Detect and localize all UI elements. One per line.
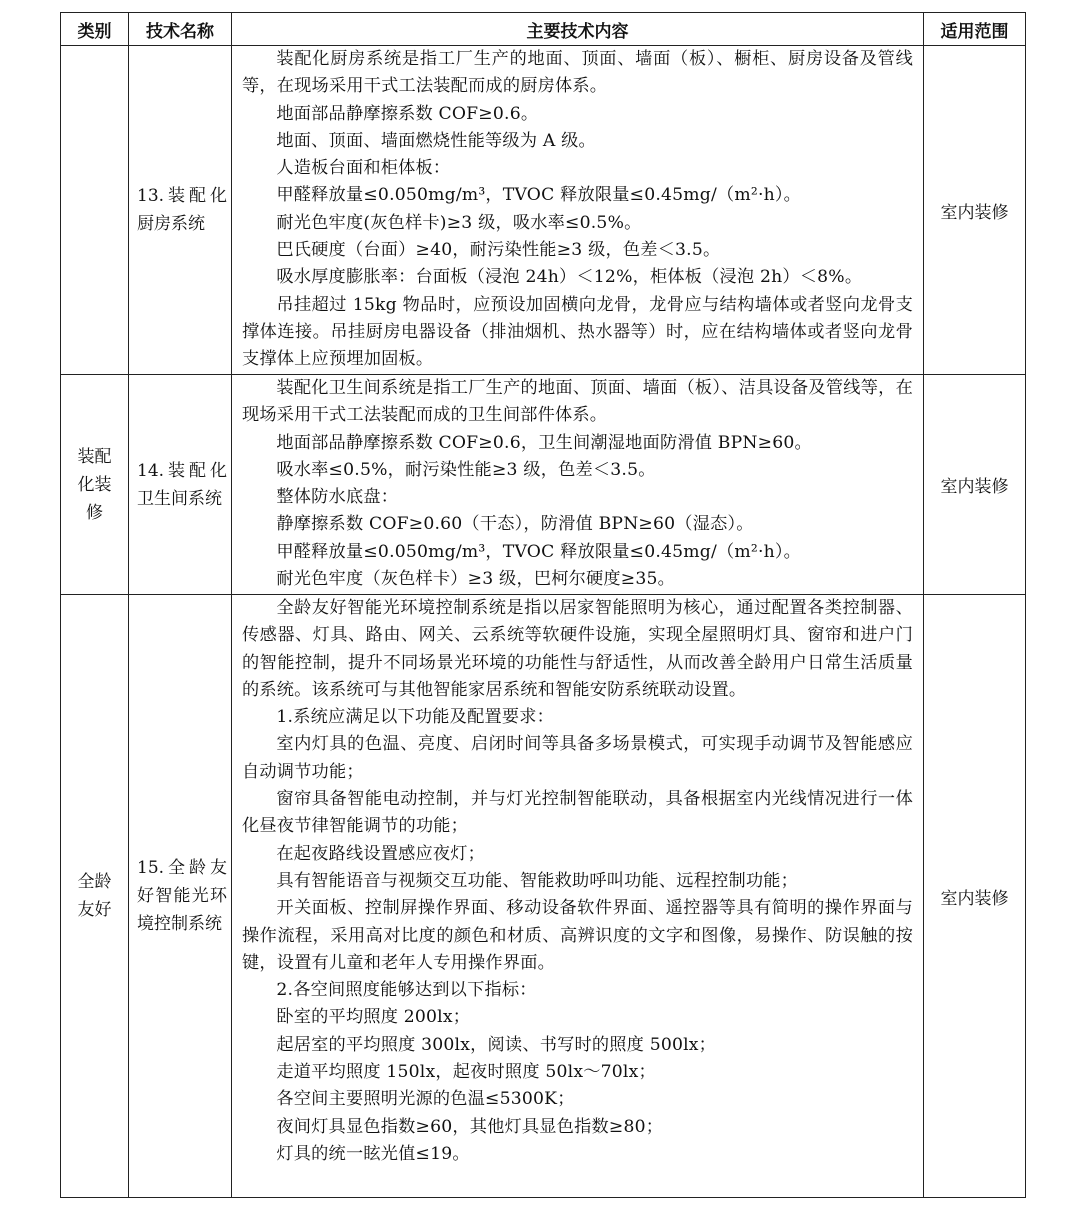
- tech-name-cell: 13.装配化厨房系统: [129, 46, 232, 375]
- content-paragraph: 甲醛释放量≤0.050mg/m³，TVOC 释放限量≤0.45mg/（m²·h）。: [276, 541, 802, 562]
- content-paragraph: 地面部品静摩擦系数 COF≥0.6。: [276, 103, 539, 124]
- content-paragraph: 巴氏硬度（台面）≥40，耐污染性能≥3 级，色差＜3.5。: [276, 240, 721, 261]
- content-paragraph: 装配化厨房系统是指工厂生产的地面、顶面、墙面（板）、橱柜、厨房设备及管线等，在现场采用干式工法装配而成的厨房体系。: [242, 49, 913, 97]
- table-row: [61, 375, 1026, 595]
- content-paragraph: 室内灯具的色温、亮度、启闭时间等具备多场景模式，可实现手动调节及智能感应自动调节功能；: [242, 734, 913, 782]
- category-label: 全龄友好: [77, 872, 112, 920]
- content-cell: [232, 46, 924, 375]
- content-paragraph: 夜间灯具显色指数≥60，其他灯具显色指数≥80；: [276, 1116, 664, 1137]
- content-paragraph: 1.系统应满足以下功能及配置要求：: [276, 707, 555, 728]
- content-paragraph: 吸水率≤0.5%，耐污染性能≥3 级，色差＜3.5。: [276, 459, 656, 480]
- technology-table: [60, 12, 1026, 1198]
- content-paragraph: 人造板台面和柜体板：: [276, 158, 451, 179]
- content-paragraph: 各空间主要照明光源的色温≤5300K；: [276, 1089, 575, 1110]
- category-cell: [61, 46, 129, 375]
- content-paragraph: 地面部品静摩擦系数 COF≥0.6，卫生间潮湿地面防滑值 BPN≥60。: [276, 432, 812, 453]
- content-paragraph: 静摩擦系数 COF≥0.60（干态），防滑值 BPN≥60（湿态）。: [276, 514, 754, 535]
- content-paragraph: 灯具的统一眩光值≤19。: [276, 1143, 470, 1164]
- content-paragraph: 整体防水底盘：: [276, 487, 399, 508]
- category-label: 装配化装修: [77, 446, 112, 523]
- content-paragraph: 开关面板、控制屏操作界面、移动设备软件界面、遥控器等具有简明的操作界面与操作流程，采用高对比度的颜色和材质、高辨识度的文字和图像，易操作、防误触的按键，设置有儿童和老年人专用操作界面。: [242, 898, 913, 973]
- scope-cell: 室内装修: [924, 46, 1026, 375]
- content-paragraph: 具有智能语音与视频交互功能、智能救助呼叫功能、远程控制功能；: [276, 870, 799, 891]
- category-cell: [61, 375, 129, 595]
- header-tech-name: 技术名称: [129, 13, 232, 46]
- content-paragraph: 吸水厚度膨胀率：台面板（浸泡 24h）＜12%，柜体板（浸泡 2h）＜8%。: [276, 267, 863, 288]
- table-row: [61, 46, 1026, 375]
- content-paragraph: 卧室的平均照度 200lx；: [276, 1007, 471, 1028]
- tech-name-cell: 15.全龄友好智能光环境控制系统: [129, 595, 232, 1198]
- content-paragraph: 地面、顶面、墙面燃烧性能等级为 A 级。: [276, 130, 596, 151]
- content-paragraph: 全龄友好智能光环境控制系统是指以居家智能照明为核心，通过配置各类控制器、传感器、灯具、路由、网关、云系统等软硬件设施，实现全屋照明灯具、窗帘和进户门的智能控制，提升不同场景光环境的功能性与舒适性，从而改善全龄用户日常生活质量的系统。该系统可与其他智能家居系统和智能安防系统联动设置。: [242, 598, 913, 700]
- header-scope: 适用范围: [924, 13, 1026, 46]
- content-paragraph: 2.各空间照度能够达到以下指标：: [276, 980, 537, 1001]
- content-paragraph: 走道平均照度 150lx，起夜时照度 50lx～70lx；: [276, 1062, 656, 1083]
- content-paragraph: 甲醛释放量≤0.050mg/m³，TVOC 释放限量≤0.45mg/（m²·h）。: [276, 185, 802, 206]
- content-cell: [232, 375, 924, 595]
- content-paragraph: 装配化卫生间系统是指工厂生产的地面、顶面、墙面（板）、洁具设备及管线等，在现场采用干式工法装配而成的卫生间部件体系。: [242, 378, 913, 426]
- table-row: [61, 595, 1026, 1198]
- content-paragraph: 窗帘具备智能电动控制，并与灯光控制智能联动，具备根据室内光线情况进行一体化昼夜节律智能调节的功能；: [242, 789, 913, 837]
- content-paragraph: 起居室的平均照度 300lx，阅读、书写时的照度 500lx；: [276, 1034, 717, 1055]
- header-content: 主要技术内容: [232, 13, 924, 46]
- scope-cell: 室内装修: [924, 595, 1026, 1198]
- content-paragraph: 耐光色牢度（灰色样卡）≥3 级，巴柯尔硬度≥35。: [276, 569, 676, 590]
- scope-cell: 室内装修: [924, 375, 1026, 595]
- tech-name-cell: 14.装配化卫生间系统: [129, 375, 232, 595]
- category-cell: [61, 595, 129, 1198]
- content-paragraph: 在起夜路线设置感应夜灯；: [276, 843, 486, 864]
- content-paragraph: 吊挂超过 15kg 物品时，应预设加固横向龙骨，龙骨应与结构墙体或者竖向龙骨支撑体连接。吊挂厨房电器设备（排油烟机、热水器等）时，应在结构墙体或者竖向龙骨支撑体上应预埋加固板。: [242, 294, 913, 370]
- content-paragraph: 耐光色牢度(灰色样卡)≥3 级，吸水率≤0.5%。: [276, 212, 642, 233]
- header-category: 类别: [61, 13, 129, 46]
- content-cell: [232, 595, 924, 1198]
- header-row: [61, 13, 1026, 46]
